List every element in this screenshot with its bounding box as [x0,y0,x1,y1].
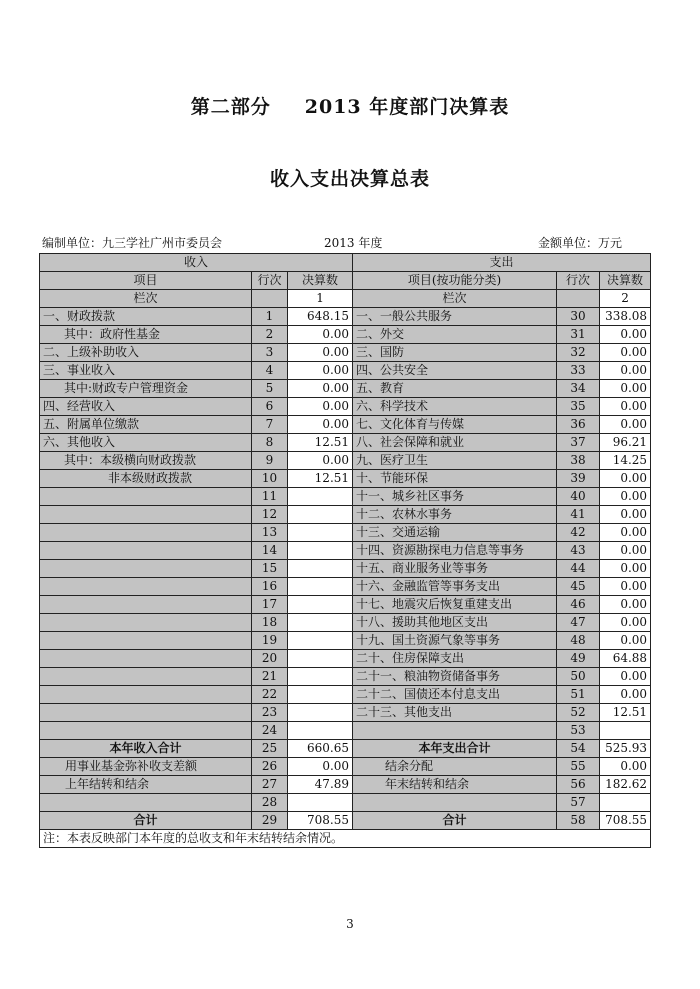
table-row [40,560,651,578]
income-item [40,488,252,506]
grand-total-income-no: 29 [252,812,288,830]
fund-gap-amount: 0.00 [288,758,353,776]
expense-item: 三、国防 [353,344,557,362]
expense-amount: 0.00 [600,470,651,488]
expense-row-no: 37 [557,434,600,452]
income-amount [288,542,353,560]
income-item: 六、其他收入 [40,434,252,452]
surplus-distribution-label: 结余分配 [353,758,557,776]
income-amount: 648.15 [288,308,353,326]
income-item [40,524,252,542]
income-row-no: 24 [252,722,288,740]
income-item: 一、财政拨款 [40,308,252,326]
table-row [40,668,651,686]
income-item: 非本级财政拨款 [40,470,252,488]
table-row [40,362,651,380]
totals-row [40,776,651,794]
expense-item: 四、公共安全 [353,362,557,380]
income-amount [288,524,353,542]
prior-carryover-amount: 47.89 [288,776,353,794]
expense-row-no-header: 行次 [557,272,600,290]
compiling-unit: 编制单位：九三学社广州市委员会 [42,236,223,250]
expense-amount: 338.08 [600,308,651,326]
table-row [40,686,651,704]
income-item: 二、上级补助收入 [40,344,252,362]
income-item [40,704,252,722]
grand-total-income-label: 合计 [40,812,252,830]
table-row [40,542,651,560]
expense-row-no: 45 [557,578,600,596]
expense-item: 十三、交通运输 [353,524,557,542]
income-amount [288,488,353,506]
expense-amount: 0.00 [600,560,651,578]
expense-item: 五、教育 [353,380,557,398]
expense-amount: 0.00 [600,398,651,416]
table-row [40,524,651,542]
expense-item: 十九、国土资源气象等事务 [353,632,557,650]
income-amount [288,614,353,632]
income-group-header: 收入 [40,254,353,272]
income-row-no-header: 行次 [252,272,288,290]
income-amount [288,632,353,650]
expense-amount: 0.00 [600,542,651,560]
expense-amount: 96.21 [600,434,651,452]
expense-amount: 0.00 [600,632,651,650]
income-item: 其中：政府性基金 [40,326,252,344]
table-row [40,614,651,632]
income-row-no: 10 [252,470,288,488]
expense-item: 十五、商业服务业等事务 [353,560,557,578]
income-item [40,614,252,632]
expense-row-no: 33 [557,362,600,380]
table-row [40,632,651,650]
income-row-no: 15 [252,560,288,578]
income-amount-header: 决算数 [288,272,353,290]
report-year: 2013 年度 [324,236,383,250]
table-row [40,488,651,506]
expense-item: 二十一、粮油物资储备事务 [353,668,557,686]
expense-row-no: 39 [557,470,600,488]
expense-amount: 0.00 [600,488,651,506]
expense-item: 十一、城乡社区事务 [353,488,557,506]
expense-row-no: 32 [557,344,600,362]
totals-row [40,812,651,830]
blank-expense-item [353,794,557,812]
year-end-carryover-no: 56 [557,776,600,794]
income-row-no: 22 [252,686,288,704]
expense-total-no: 54 [557,740,600,758]
income-total-no: 25 [252,740,288,758]
income-row-no: 20 [252,650,288,668]
income-row-no: 18 [252,614,288,632]
expense-total: 525.93 [600,740,651,758]
expense-item: 十、节能环保 [353,470,557,488]
expense-item: 十四、资源勘探电力信息等事务 [353,542,557,560]
income-row-no: 23 [252,704,288,722]
prior-carryover-label: 上年结转和结余 [40,776,252,794]
income-item [40,650,252,668]
income-row-no: 14 [252,542,288,560]
expense-amount: 0.00 [600,326,651,344]
income-row-no: 1 [252,308,288,326]
expense-column-blank [557,290,600,308]
expense-row-no: 51 [557,686,600,704]
income-amount: 0.00 [288,344,353,362]
expense-group-header: 支出 [353,254,651,272]
table-title: 收入支出决算总表 [269,168,430,190]
surplus-distribution-amount: 0.00 [600,758,651,776]
page-title [0,92,700,119]
expense-total-label: 本年支出合计 [353,740,557,758]
income-amount [288,704,353,722]
income-item [40,668,252,686]
totals-row [40,740,651,758]
income-total-label: 本年收入合计 [40,740,252,758]
income-amount [288,668,353,686]
expense-row-no: 38 [557,452,600,470]
income-amount [288,650,353,668]
income-row-no: 9 [252,452,288,470]
expense-row-no: 46 [557,596,600,614]
income-amount: 12.51 [288,470,353,488]
expense-row-no: 50 [557,668,600,686]
table-row [40,704,651,722]
table-row [40,596,651,614]
expense-amount: 0.00 [600,380,651,398]
income-row-no: 5 [252,380,288,398]
report-title: 2013 年度部门决算表 [304,96,510,118]
expense-amount: 0.00 [600,524,651,542]
income-item [40,560,252,578]
expense-amount: 64.88 [600,650,651,668]
income-amount: 0.00 [288,326,353,344]
income-row-no: 19 [252,632,288,650]
income-item [40,596,252,614]
income-amount: 0.00 [288,380,353,398]
expense-row-no: 43 [557,542,600,560]
expense-amount [600,722,651,740]
income-item [40,686,252,704]
budget-table [39,253,651,848]
income-item [40,542,252,560]
income-amount: 0.00 [288,362,353,380]
totals-row [40,758,651,776]
expense-amount: 0.00 [600,506,651,524]
income-row-no: 6 [252,398,288,416]
income-row-no: 4 [252,362,288,380]
table-row [40,452,651,470]
expense-row-no: 41 [557,506,600,524]
table-row [40,722,651,740]
expense-item: 二十二、国债还本付息支出 [353,686,557,704]
expense-row-no: 31 [557,326,600,344]
table-row [40,650,651,668]
expense-amount: 0.00 [600,668,651,686]
income-row-no: 17 [252,596,288,614]
expense-amount: 0.00 [600,578,651,596]
income-item-header: 项目 [40,272,252,290]
income-row-no: 2 [252,326,288,344]
income-item: 三、事业收入 [40,362,252,380]
amount-unit: 金额单位：万元 [538,236,623,250]
note-row [40,830,651,848]
fund-gap-no: 26 [252,758,288,776]
expense-item: 二十三、其他支出 [353,704,557,722]
income-item [40,578,252,596]
income-amount [288,506,353,524]
income-amount [288,596,353,614]
expense-item: 十六、金融监管等事务支出 [353,578,557,596]
table-row [40,344,651,362]
table-row [40,308,651,326]
expense-item: 六、科学技术 [353,398,557,416]
expense-row-no: 30 [557,308,600,326]
expense-row-no: 36 [557,416,600,434]
expense-item: 九、医疗卫生 [353,452,557,470]
expense-item: 八、社会保障和就业 [353,434,557,452]
income-item: 其中：本级横向财政拨款 [40,452,252,470]
income-row-no: 16 [252,578,288,596]
income-item [40,506,252,524]
expense-item: 十二、农林水事务 [353,506,557,524]
expense-row-no: 49 [557,650,600,668]
expense-item: 十八、援助其他地区支出 [353,614,557,632]
income-amount [288,560,353,578]
table-row [40,434,651,452]
income-row-no: 12 [252,506,288,524]
expense-row-no: 44 [557,560,600,578]
income-column-no: 1 [288,290,353,308]
expense-item: 七、文化体育与传媒 [353,416,557,434]
blank-income-no: 28 [252,794,288,812]
column-header-row [40,272,651,290]
income-item: 其中:财政专户管理资金 [40,380,252,398]
table-note: 注：本表反映部门本年度的总收支和年末结转结余情况。 [40,830,651,848]
table-row [40,398,651,416]
table-row [40,470,651,488]
income-item: 五、附属单位缴款 [40,416,252,434]
expense-row-no: 47 [557,614,600,632]
expense-amount: 0.00 [600,614,651,632]
expense-amount-header: 决算数 [600,272,651,290]
grand-total-income: 708.55 [288,812,353,830]
income-row-no: 11 [252,488,288,506]
totals-row [40,794,651,812]
income-amount: 0.00 [288,452,353,470]
surplus-distribution-no: 55 [557,758,600,776]
table-row [40,380,651,398]
grand-total-expense-no: 58 [557,812,600,830]
income-row-no: 21 [252,668,288,686]
fund-gap-label: 用事业基金弥补收支差额 [40,758,252,776]
blank-income-amount [288,794,353,812]
income-item: 四、经营收入 [40,398,252,416]
income-column-label: 栏次 [40,290,252,308]
income-item [40,632,252,650]
expense-column-no: 2 [600,290,651,308]
expense-amount: 14.25 [600,452,651,470]
grand-total-expense: 708.55 [600,812,651,830]
income-amount: 12.51 [288,434,353,452]
expense-row-no: 35 [557,398,600,416]
income-row-no: 7 [252,416,288,434]
expense-item: 十七、地震灾后恢复重建支出 [353,596,557,614]
blank-income-item [40,794,252,812]
income-row-no: 8 [252,434,288,452]
income-amount: 0.00 [288,416,353,434]
prior-carryover-no: 27 [252,776,288,794]
column-number-row [40,290,651,308]
year-end-carryover-label: 年末结转和结余 [353,776,557,794]
expense-column-label: 栏次 [353,290,557,308]
income-row-no: 13 [252,524,288,542]
expense-item: 二十、住房保障支出 [353,650,557,668]
expense-amount: 12.51 [600,704,651,722]
income-item [40,722,252,740]
grand-total-expense-label: 合计 [353,812,557,830]
table-row [40,326,651,344]
page-number: 3 [346,917,354,931]
table-row [40,416,651,434]
expense-item-header: 项目(按功能分类) [353,272,557,290]
section-label: 第二部分 [190,96,271,118]
table-row [40,506,651,524]
income-amount: 0.00 [288,398,353,416]
expense-row-no: 42 [557,524,600,542]
table-row [40,578,651,596]
expense-amount: 0.00 [600,686,651,704]
expense-row-no: 34 [557,380,600,398]
group-header-row [40,254,651,272]
expense-row-no: 40 [557,488,600,506]
expense-row-no: 48 [557,632,600,650]
expense-amount: 0.00 [600,362,651,380]
expense-item: 二、外交 [353,326,557,344]
expense-item: 一、一般公共服务 [353,308,557,326]
income-total: 660.65 [288,740,353,758]
income-amount [288,578,353,596]
blank-expense-no: 57 [557,794,600,812]
income-column-blank [252,290,288,308]
expense-amount: 0.00 [600,344,651,362]
blank-expense-amount [600,794,651,812]
expense-amount: 0.00 [600,596,651,614]
income-amount [288,686,353,704]
year-end-carryover-amount: 182.62 [600,776,651,794]
income-row-no: 3 [252,344,288,362]
expense-row-no: 52 [557,704,600,722]
expense-row-no: 53 [557,722,600,740]
expense-item [353,722,557,740]
expense-amount: 0.00 [600,416,651,434]
income-amount [288,722,353,740]
